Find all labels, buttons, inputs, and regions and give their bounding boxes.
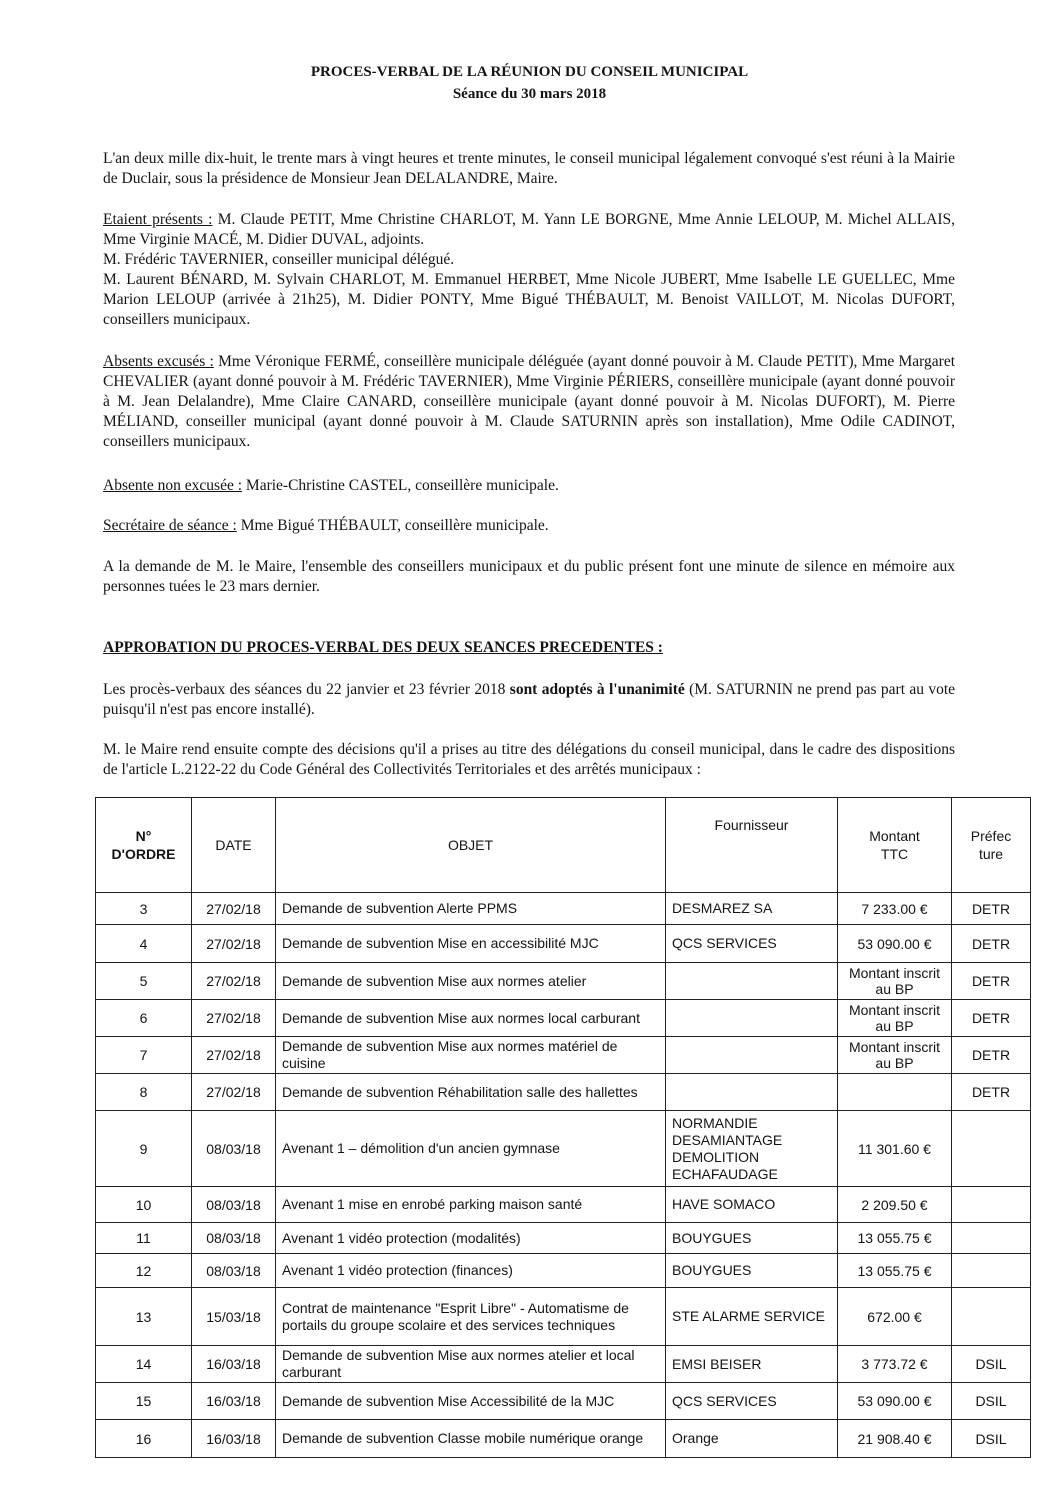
cell-objet: Demande de subvention Mise aux normes atelier et local carburant: [276, 1346, 666, 1383]
header-prefecture: Préfec ture: [952, 798, 1031, 893]
cell-date: 16/03/18: [192, 1346, 276, 1383]
cell-num: 15: [96, 1383, 192, 1420]
cell-prefecture: [952, 1223, 1031, 1254]
cell-montant: 3 773.72 €: [838, 1346, 952, 1383]
header-ordre: N° D'ORDRE: [96, 798, 192, 893]
cell-objet: Demande de subvention Mise en accessibilité MJC: [276, 925, 666, 963]
absente-non-excusee: [103, 476, 955, 496]
cell-fournisseur: QCS SERVICES: [666, 1383, 838, 1420]
cell-num: 10: [96, 1187, 192, 1223]
cell-num: 16: [96, 1420, 192, 1458]
approval-after: (M. SATURNIN ne prend pas part au vote puisqu'il n'est pas encore installé).: [103, 681, 956, 718]
header-objet: OBJET: [276, 798, 666, 893]
cell-fournisseur: [666, 1037, 838, 1074]
cell-fournisseur: NORMANDIE DESAMIANTAGE DEMOLITION ECHAFAUDAGE: [666, 1111, 838, 1187]
table-row: [96, 1000, 1031, 1037]
cell-num: 11: [96, 1223, 192, 1254]
cell-prefecture: [952, 1254, 1031, 1288]
cell-date: 27/02/18: [192, 963, 276, 1000]
intro-paragraph: L'an deux mille dix-huit, le trente mars à vingt heures et trente minutes, le conseil municipal légalement convoqué s'est réuni à la Mairie de Duclair, sous la présidence de Monsieur Jean DELALANDRE, Maire.: [103, 150, 955, 187]
cell-prefecture: DSIL: [952, 1420, 1031, 1458]
cell-date: 27/02/18: [192, 1037, 276, 1074]
cell-fournisseur: DESMAREZ SA: [666, 893, 838, 925]
cell-prefecture: DETR: [952, 925, 1031, 963]
cell-montant: Montant inscrit au BP: [838, 1037, 952, 1074]
secretaire-text: Mme Bigué THÉBAULT, conseillère municipale.: [240, 517, 549, 534]
cell-date: 15/03/18: [192, 1288, 276, 1346]
secretaire-seance: [103, 516, 955, 536]
table-row: [96, 963, 1031, 1000]
cell-num: 14: [96, 1346, 192, 1383]
cell-prefecture: [952, 1111, 1031, 1187]
cell-date: 08/03/18: [192, 1111, 276, 1187]
cell-fournisseur: Orange: [666, 1420, 838, 1458]
presents-adjoints-text: M. Claude PETIT, Mme Christine CHARLOT, M. Yann LE BORGNE, Mme Annie LELOUP, M. Michel ALLAIS, Mme Virginie MACÉ, M. Didier DUVAL, adjoints.: [103, 211, 956, 248]
table-row: [96, 1288, 1031, 1346]
cell-prefecture: DSIL: [952, 1346, 1031, 1383]
cell-prefecture: [952, 1187, 1031, 1223]
cell-objet: Demande de subvention Classe mobile numérique orange: [276, 1420, 666, 1458]
approval-paragraph: [103, 680, 955, 720]
cell-montant: 21 908.40 €: [838, 1420, 952, 1458]
section-heading: APPROBATION DU PROCES-VERBAL DES DEUX SEANCES PRECEDENTES :: [103, 639, 663, 656]
cell-prefecture: DETR: [952, 963, 1031, 1000]
decisions-intro: M. le Maire rend ensuite compte des décisions qu'il a prises au titre des délégations du conseil municipal, dans le cadre des dispositions de l'article L.2122-22 du Code Général des Collectivités Territoriales et des arrêtés municipaux :: [103, 741, 955, 778]
presents-block: [103, 210, 955, 330]
header-montant: Montant TTC: [838, 798, 952, 893]
cell-num: 8: [96, 1074, 192, 1111]
cell-date: 16/03/18: [192, 1383, 276, 1420]
cell-prefecture: DSIL: [952, 1383, 1031, 1420]
cell-num: 7: [96, 1037, 192, 1074]
cell-fournisseur: QCS SERVICES: [666, 925, 838, 963]
cell-objet: Demande de subvention Mise aux normes atelier: [276, 963, 666, 1000]
cell-fournisseur: BOUYGUES: [666, 1254, 838, 1288]
cell-montant: 7 233.00 €: [838, 893, 952, 925]
table-row: [96, 1420, 1031, 1458]
secretaire-label: Secrétaire de séance :: [103, 517, 237, 534]
cell-num: 6: [96, 1000, 192, 1037]
table-row: [96, 1074, 1031, 1111]
presents-delegue: M. Frédéric TAVERNIER, conseiller municipal délégué.: [103, 251, 455, 268]
cell-prefecture: [952, 1288, 1031, 1346]
cell-montant: 13 055.75 €: [838, 1254, 952, 1288]
cell-montant: Montant inscrit au BP: [838, 1000, 952, 1037]
table-row: [96, 1254, 1031, 1288]
header-fournisseur: Fournisseur: [666, 798, 838, 893]
cell-montant: 2 209.50 €: [838, 1187, 952, 1223]
minute-silence-paragraph: A la demande de M. le Maire, l'ensemble des conseillers municipaux et du public présent font une minute de silence en mémoire aux personnes tuées le 23 mars dernier.: [103, 558, 955, 595]
cell-num: 12: [96, 1254, 192, 1288]
approval-bold: sont adoptés à l'unanimité: [509, 681, 685, 698]
document-subtitle: Séance du 30 mars 2018: [452, 86, 607, 102]
cell-date: 27/02/18: [192, 1000, 276, 1037]
cell-fournisseur: EMSI BEISER: [666, 1346, 838, 1383]
absents-text: Mme Véronique FERMÉ, conseillère municipale déléguée (ayant donné pouvoir à M. Claude PETIT), Mme Margaret CHEVALIER (ayant donné pouvoir à M. Frédéric TAVERNIER), Mme Virginie PÉRIERS, conseillère municipale (ayant donné pouvoir à M. Jean Delalandre), Mme Claire CANARD, conseillère municipale (ayant donné pouvoir à M. Nicolas DUFORT), M. Pierre MÉLIAND, conseiller municipal (ayant donné pouvoir à M. Claude SATURNIN après son installation), Mme Odile CADINOT, conseillers municipaux.: [103, 353, 956, 450]
cell-objet: Demande de subvention Alerte PPMS: [276, 893, 666, 925]
table-row: [96, 1187, 1031, 1223]
absents-label: Absents excusés :: [103, 353, 214, 370]
presents-conseillers: M. Laurent BÉNARD, M. Sylvain CHARLOT, M. Emmanuel HERBET, Mme Nicole JUBERT, Mme Isabelle LE GUELLEC, Mme Marion LELOUP (arrivée à 21h25), M. Didier PONTY, Mme Bigué THÉBAULT, M. Benoist VAILLOT, M. Nicolas DUFORT, conseillers municipaux.: [103, 271, 955, 328]
table-header-row: [96, 798, 1031, 893]
cell-num: 13: [96, 1288, 192, 1346]
cell-montant: 11 301.60 €: [838, 1111, 952, 1187]
cell-montant: 53 090.00 €: [838, 925, 952, 963]
presents-label: Etaient présents :: [103, 211, 213, 228]
table-row: [96, 1346, 1031, 1383]
cell-fournisseur: BOUYGUES: [666, 1223, 838, 1254]
cell-objet: Avenant 1 vidéo protection (modalités): [276, 1223, 666, 1254]
cell-num: 4: [96, 925, 192, 963]
cell-date: 27/02/18: [192, 893, 276, 925]
document-title: PROCES-VERBAL DE LA RÉUNION DU CONSEIL MUNICIPAL: [310, 64, 749, 80]
cell-date: 08/03/18: [192, 1223, 276, 1254]
cell-objet: Contrat de maintenance "Esprit Libre" - Automatisme de portails du groupe scolaire et des services techniques: [276, 1288, 666, 1346]
cell-num: 9: [96, 1111, 192, 1187]
cell-date: 27/02/18: [192, 1074, 276, 1111]
absente-label: Absente non excusée :: [103, 477, 243, 494]
cell-num: 5: [96, 963, 192, 1000]
absents-block: [103, 352, 955, 452]
table-row: [96, 1383, 1031, 1420]
cell-objet: Avenant 1 vidéo protection (finances): [276, 1254, 666, 1288]
cell-date: 16/03/18: [192, 1420, 276, 1458]
cell-montant: 53 090.00 €: [838, 1383, 952, 1420]
cell-objet: Demande de subvention Mise aux normes local carburant: [276, 1000, 666, 1037]
cell-date: 27/02/18: [192, 925, 276, 963]
cell-fournisseur: [666, 963, 838, 1000]
presents-adjoints: [103, 210, 955, 250]
cell-date: 08/03/18: [192, 1254, 276, 1288]
absente-text: Marie-Christine CASTEL, conseillère municipale.: [245, 477, 559, 494]
cell-fournisseur: STE ALARME SERVICE: [666, 1288, 838, 1346]
cell-montant: 13 055.75 €: [838, 1223, 952, 1254]
cell-prefecture: DETR: [952, 893, 1031, 925]
approval-before: Les procès-verbaux des séances du 22 janvier et 23 février 2018: [103, 681, 506, 698]
cell-prefecture: DETR: [952, 1037, 1031, 1074]
cell-fournisseur: [666, 1000, 838, 1037]
table-row: [96, 925, 1031, 963]
cell-prefecture: DETR: [952, 1074, 1031, 1111]
cell-montant: [838, 1074, 952, 1111]
cell-objet: Avenant 1 – démolition d'un ancien gymnase: [276, 1111, 666, 1187]
table-row: [96, 1223, 1031, 1254]
header-date: DATE: [192, 798, 276, 893]
table-row: [96, 893, 1031, 925]
cell-fournisseur: [666, 1074, 838, 1111]
table-row: [96, 1037, 1031, 1074]
cell-objet: Demande de subvention Réhabilitation salle des hallettes: [276, 1074, 666, 1111]
cell-objet: Demande de subvention Mise aux normes matériel de cuisine: [276, 1037, 666, 1074]
cell-montant: Montant inscrit au BP: [838, 963, 952, 1000]
table-row: [96, 1111, 1031, 1187]
cell-date: 08/03/18: [192, 1187, 276, 1223]
cell-prefecture: DETR: [952, 1000, 1031, 1037]
cell-montant: 672.00 €: [838, 1288, 952, 1346]
cell-objet: Demande de subvention Mise Accessibilité de la MJC: [276, 1383, 666, 1420]
cell-objet: Avenant 1 mise en enrobé parking maison santé: [276, 1187, 666, 1223]
decisions-table: [95, 797, 1031, 1458]
cell-num: 3: [96, 893, 192, 925]
cell-fournisseur: HAVE SOMACO: [666, 1187, 838, 1223]
